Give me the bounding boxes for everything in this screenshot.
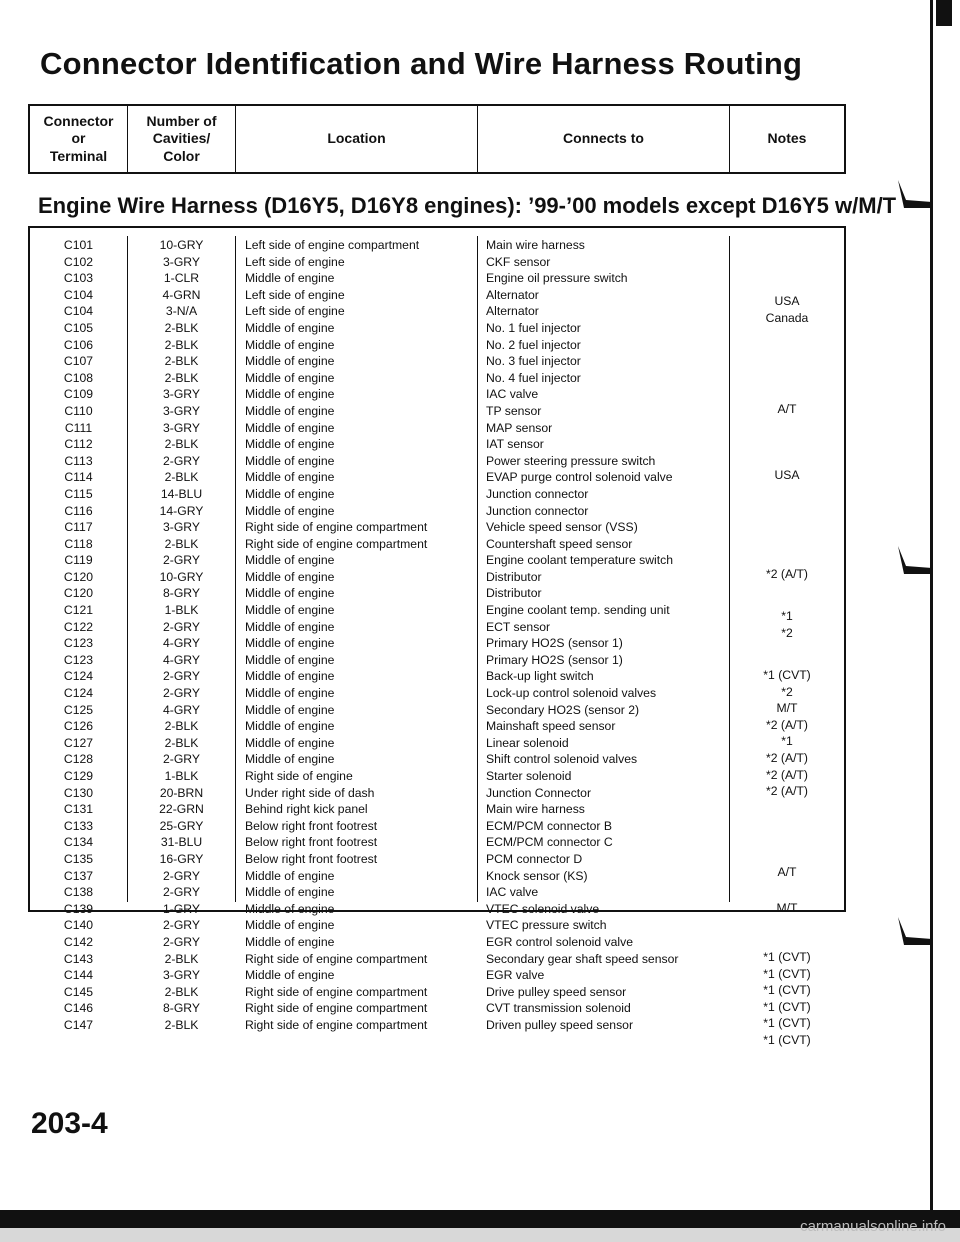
location-text: Middle of engine [245,719,335,734]
connects-to-text: Shift control solenoid valves [486,752,638,767]
connector-id: C109 [63,387,94,402]
location-text: Middle of engine [245,885,335,900]
cavity-count-color: 10-GRY [159,238,204,252]
location-text: Middle of engine [245,337,335,352]
connects-to-text: IAC valve [486,885,539,900]
location-text: Left side of engine [245,304,345,319]
connector-id: C140 [63,918,94,933]
location-text: Middle of engine [245,271,335,286]
connector-id: C120 [63,569,94,584]
connects-to-text: Distributor [486,586,542,601]
connector-id: C119 [64,553,93,568]
cavity-count-color: 2-GRY [162,553,201,568]
note-text: *2 [781,684,793,699]
connector-id: C133 [63,818,94,833]
connector-id: C129 [63,769,94,783]
cavity-count-color: 2-BLK [164,536,199,551]
connector-id: C102 [63,254,94,269]
cavity-count-color: 3-GRY [162,420,201,435]
connector-id: C107 [63,354,94,369]
connects-to-text: No. 2 fuel injector [486,337,581,352]
note-text: *1 (CVT) [763,950,811,964]
connector-id: C114 [64,470,93,485]
connector-id: C124 [63,686,94,701]
cavities-column [128,236,236,1032]
note-text: *2 (A/T) [766,750,808,765]
note-text: *1 (CVT) [763,983,811,998]
connector-id: C131 [63,802,94,817]
cavity-count-color: 2-GRY [162,453,201,468]
note-text: M/T [776,901,798,915]
connects-to-text: Main wire harness [486,802,585,817]
location-text: Right side of engine compartment [245,1001,428,1016]
location-text: Middle of engine [245,420,335,435]
location-text: Under right side of dash [245,785,375,800]
connector-id: C106 [63,337,94,352]
connector-id: C143 [63,951,94,966]
note-text: M/T [776,701,798,716]
connects-to-text: EGR valve [486,968,545,983]
connects-to-text: IAC valve [486,387,539,402]
notes-group [730,667,844,800]
connects-to-text: Drive pulley speed sensor [486,984,627,999]
connector-id: C147 [63,1017,94,1032]
connector-id: C110 [64,403,93,418]
notes-group [730,401,844,418]
header-notes: Notes [767,130,807,147]
note-text: *1 (CVT) [763,966,811,981]
location-text: Right side of engine compartment [245,520,428,535]
connector-column [30,236,128,1032]
cavity-count-color: 2-GRY [162,885,201,900]
location-text: Left side of engine [245,254,345,269]
connects-to-text: Linear solenoid [486,735,569,750]
connector-id: C135 [63,851,94,866]
connector-id: C145 [63,984,94,999]
note-text: *1 [781,609,793,623]
location-text: Below right front footrest [245,851,378,866]
page-marker-icon [896,176,934,210]
cavity-count-color: 2-BLK [164,437,199,452]
location-text: Middle of engine [245,619,335,634]
cavity-count-color: 2-BLK [164,1017,199,1032]
cavity-count-color: 4-GRN [162,287,201,302]
connector-id: C137 [63,868,94,883]
cavity-count-color: 2-BLK [164,370,199,385]
note-text: *2 (A/T) [766,717,808,732]
cavity-count-color: 1-BLK [164,769,199,783]
connects-to-text: Junction Connector [486,785,592,800]
header-connects-to: Connects to [478,106,730,172]
notes-column [730,236,844,1047]
location-text: Behind right kick panel [245,802,368,817]
notes-group [730,467,844,484]
location-text: Middle of engine [245,686,335,701]
note-text: A/T [777,402,797,416]
connector-id: C116 [64,503,93,518]
connector-id: C101 [63,238,94,252]
connector-id: C123 [63,652,94,667]
connects-to-text: Junction connector [486,503,589,518]
connector-id: C121 [63,603,94,618]
connector-table [28,226,846,1047]
location-text: Left side of engine [245,287,345,302]
cavity-count-color: 2-GRY [162,686,201,701]
connector-id: C103 [63,271,94,286]
connects-to-text: Main wire harness [486,238,585,252]
location-text: Right side of engine compartment [245,536,428,551]
connects-to-text: TP sensor [486,403,542,418]
location-text: Middle of engine [245,354,335,369]
cavity-count-color: 1-BLK [164,603,199,618]
location-text: Middle of engine [245,652,335,667]
note-text: *2 (A/T) [766,567,808,581]
cavity-count-color: 3-GRY [162,968,201,983]
connects-to-text: Secondary gear shaft speed sensor [486,951,679,966]
location-text: Middle of engine [245,636,335,651]
note-text: *1 [781,734,793,749]
connects-to-text: Primary HO2S (sensor 1) [486,652,623,667]
notes-group [730,949,844,1049]
cavity-count-color: 20-BRN [159,785,204,800]
connector-id: C126 [63,719,94,734]
location-text: Left side of engine compartment [245,238,420,252]
cavity-count-color: 2-BLK [164,470,199,485]
connects-to-text: Power steering pressure switch [486,453,656,468]
location-text: Middle of engine [245,603,335,618]
connects-to-text: Mainshaft speed sensor [486,719,616,734]
connects-to-text: Alternator [486,287,539,302]
connects-to-text: Countershaft speed sensor [486,536,633,551]
connects-to-text: CKF sensor [486,254,551,269]
note-text: *1 (CVT) [763,668,811,682]
connects-to-text: EVAP purge control solenoid valve [486,470,673,485]
connector-id: C117 [64,520,93,535]
connector-id: C113 [64,453,93,468]
cavity-count-color: 3-GRY [162,520,201,535]
note-text: USA [774,468,800,482]
connector-id: C127 [63,735,94,750]
cavity-count-color: 25-GRY [159,818,204,833]
location-text: Middle of engine [245,569,335,584]
notes-group [730,864,844,881]
cavity-count-color: 2-BLK [164,719,199,734]
watermark: carmanualsonline.info [800,1218,946,1235]
cavity-count-color: 1-CLR [163,271,200,286]
cavity-count-color: 3-N/A [165,304,198,319]
connects-to-text: Junction connector [486,486,589,501]
connects-to-text: No. 1 fuel injector [486,320,581,335]
location-text: Middle of engine [245,918,335,933]
location-text: Middle of engine [245,320,335,335]
cavity-count-color: 14-GRY [159,503,204,518]
notes-group [730,566,844,583]
cavity-count-color: 10-GRY [159,569,204,584]
cavity-count-color: 8-GRY [162,586,201,601]
connects-to-text: Knock sensor (KS) [486,868,588,883]
location-text: Middle of engine [245,934,335,949]
connects-to-text: Driven pulley speed sensor [486,1017,634,1032]
location-text: Middle of engine [245,868,335,883]
location-text: Right side of engine compartment [245,951,428,966]
connects-to-text: Starter solenoid [486,769,572,783]
page-marker-icon [896,913,934,947]
connector-id: C120 [63,586,94,601]
location-text: Middle of engine [245,901,335,916]
cavity-count-color: 2-BLK [164,951,199,966]
cavity-count-color: 2-GRY [162,934,201,949]
cavity-count-color: 2-BLK [164,320,199,335]
connects-to-text: VTEC pressure switch [486,918,607,933]
location-text: Middle of engine [245,486,335,501]
connects-to-text: No. 4 fuel injector [486,370,581,385]
cavity-count-color: 2-GRY [162,918,201,933]
connector-id: C130 [63,785,94,800]
connects-to-text: Secondary HO2S (sensor 2) [486,702,640,717]
location-text: Middle of engine [245,735,335,750]
header-connector: Connector or Terminal [30,106,128,172]
connects-to-text: Primary HO2S (sensor 1) [486,636,623,651]
cavity-count-color: 3-GRY [162,254,201,269]
connector-id: C105 [63,320,94,335]
connects-to-text: ECM/PCM connector C [486,835,613,850]
cavity-count-color: 16-GRY [159,851,204,866]
location-text: Middle of engine [245,370,335,385]
connects-to-text: EGR control solenoid valve [486,934,633,949]
page-number: 203-4 [31,1107,108,1140]
connects-to-text: Engine coolant temperature switch [486,553,673,568]
connects-to-column [478,236,730,1032]
cavity-count-color: 2-BLK [164,735,199,750]
cavity-count-color: 8-GRY [162,1001,201,1016]
page-edge-tab [936,0,952,26]
connector-id: C111 [64,420,93,435]
page-marker-icon [896,542,934,576]
connector-id: C146 [63,1001,94,1016]
notes-group [730,900,844,917]
cavity-count-color: 4-GRY [162,636,201,651]
note-text: *1 (CVT) [763,1032,811,1047]
location-text: Middle of engine [245,586,335,601]
page-title: Connector Identification and Wire Harness Routing [40,46,803,81]
cavity-count-color: 2-BLK [164,984,199,999]
connector-id: C122 [63,619,94,634]
connector-id: C118 [64,536,93,551]
connector-id: C124 [63,669,94,684]
connector-id: C123 [63,636,94,651]
connects-to-text: Alternator [486,304,539,319]
header-location: Location [236,106,478,172]
location-text: Middle of engine [245,553,335,568]
connects-to-text: Engine oil pressure switch [486,271,628,286]
location-text: Below right front footrest [245,818,378,833]
notes-group [730,293,844,326]
location-text: Right side of engine [245,769,353,783]
connector-id: C115 [64,486,93,501]
connector-id: C138 [63,885,94,900]
section-title: Engine Wire Harness (D16Y5, D16Y8 engines): ’99-’00 models except D16Y5 w/M/T [38,193,897,218]
connects-to-text: ECM/PCM connector B [486,818,612,833]
location-text: Middle of engine [245,437,335,452]
connects-to-text: VTEC solenoid valve [486,901,600,916]
connects-to-text: Distributor [486,569,542,584]
connects-to-text: Back-up light switch [486,669,594,684]
connects-to-text: ECT sensor [486,619,551,634]
connector-id: C134 [63,835,94,850]
connector-id: C142 [63,934,94,949]
location-text: Middle of engine [245,752,335,767]
note-text: *1 (CVT) [763,1016,811,1031]
connector-id: C139 [63,901,94,916]
connector-id: C104 [63,287,94,302]
location-text: Middle of engine [245,968,335,983]
connects-to-text: No. 3 fuel injector [486,354,581,369]
location-text: Middle of engine [245,387,335,402]
cavity-count-color: 2-GRY [162,752,201,767]
location-text: Middle of engine [245,702,335,717]
connects-to-text: IAT sensor [486,437,544,452]
note-text: *2 [781,625,793,640]
location-text: Below right front footrest [245,835,378,850]
note-text: Canada [765,310,809,325]
note-text: *2 (A/T) [766,784,808,799]
cavity-count-color: 2-BLK [164,337,199,352]
connects-to-text: CVT transmission solenoid [486,1001,631,1016]
note-text: A/T [777,865,797,879]
connects-to-text: MAP sensor [486,420,553,435]
connects-to-text: Vehicle speed sensor (VSS) [486,520,638,535]
cavity-count-color: 2-GRY [162,868,201,883]
cavity-count-color: 22-GRN [159,802,204,817]
connector-id: C128 [63,752,94,767]
location-text: Middle of engine [245,453,335,468]
location-text: Middle of engine [245,669,335,684]
connector-id: C104 [63,304,94,319]
connects-to-text: PCM connector D [486,851,583,866]
cavity-count-color: 4-GRY [162,652,201,667]
connector-id: C108 [63,370,94,385]
note-text: USA [774,294,800,308]
location-text: Middle of engine [245,403,335,418]
cavity-count-color: 2-BLK [164,354,199,369]
location-text: Right side of engine compartment [245,1017,428,1032]
connector-id: C125 [63,702,94,717]
header-cavities: Number of Cavities/ Color [128,106,236,172]
cavity-count-color: 3-GRY [162,387,201,402]
connects-to-text: Engine coolant temp. sending unit [486,603,670,618]
location-text: Right side of engine compartment [245,984,428,999]
cavity-count-color: 31-BLU [160,835,203,850]
connector-id: C144 [63,968,94,983]
cavity-count-color: 14-BLU [160,486,203,501]
note-text: *1 (CVT) [763,999,811,1014]
connects-to-text: Lock-up control solenoid valves [486,686,657,701]
note-text: *2 (A/T) [766,767,808,782]
cavity-count-color: 1-GRY [162,901,201,916]
location-column [236,236,478,1032]
cavity-count-color: 2-GRY [162,619,201,634]
cavity-count-color: 4-GRY [162,702,201,717]
notes-group [730,608,844,641]
cavity-count-color: 3-GRY [162,403,201,418]
location-text: Middle of engine [245,470,335,485]
connector-id: C112 [64,437,93,452]
column-header-table [28,104,846,174]
location-text: Middle of engine [245,503,335,518]
cavity-count-color: 2-GRY [162,669,201,684]
